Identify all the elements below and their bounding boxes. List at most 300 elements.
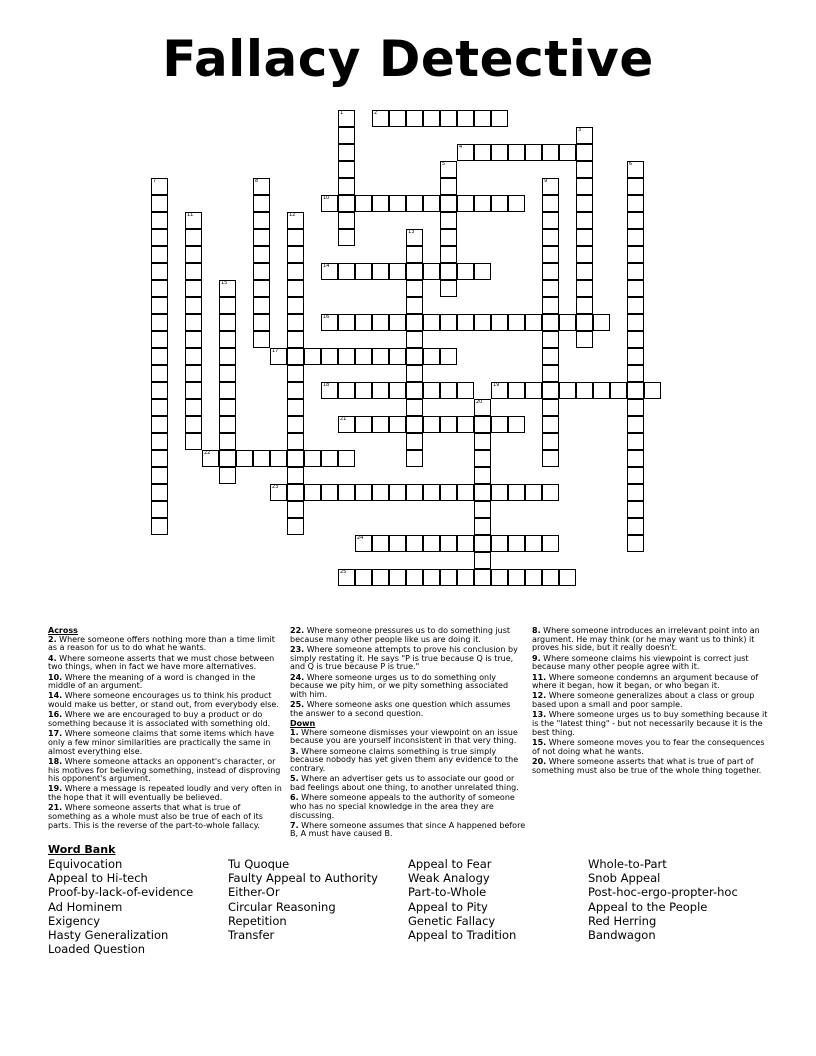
grid-cell[interactable]	[389, 535, 406, 552]
grid-cell[interactable]	[406, 484, 423, 501]
grid-cell[interactable]	[151, 399, 168, 416]
grid-cell[interactable]	[508, 382, 525, 399]
grid-cell[interactable]	[627, 518, 644, 535]
grid-cell[interactable]	[508, 535, 525, 552]
grid-cell[interactable]	[321, 314, 338, 331]
grid-cell[interactable]	[627, 297, 644, 314]
grid-cell[interactable]	[474, 195, 491, 212]
grid-cell[interactable]	[287, 518, 304, 535]
grid-cell[interactable]	[491, 314, 508, 331]
grid-cell[interactable]	[355, 382, 372, 399]
grid-cell[interactable]	[542, 348, 559, 365]
grid-cell[interactable]	[406, 450, 423, 467]
grid-cell[interactable]	[627, 416, 644, 433]
grid-cell[interactable]	[406, 535, 423, 552]
grid-cell[interactable]	[457, 110, 474, 127]
grid-cell[interactable]	[185, 348, 202, 365]
grid-cell[interactable]	[474, 569, 491, 586]
grid-cell[interactable]	[406, 314, 423, 331]
grid-cell[interactable]	[525, 569, 542, 586]
grid-cell[interactable]	[627, 467, 644, 484]
grid-cell[interactable]	[406, 416, 423, 433]
grid-cell[interactable]	[457, 484, 474, 501]
grid-cell[interactable]	[270, 484, 287, 501]
grid-cell[interactable]	[253, 297, 270, 314]
grid-cell[interactable]	[321, 348, 338, 365]
grid-cell[interactable]	[457, 535, 474, 552]
grid-cell[interactable]	[474, 501, 491, 518]
grid-cell[interactable]	[355, 348, 372, 365]
grid-cell[interactable]	[321, 263, 338, 280]
grid-cell[interactable]	[627, 331, 644, 348]
grid-cell[interactable]	[253, 450, 270, 467]
grid-cell[interactable]	[627, 535, 644, 552]
grid-cell[interactable]	[355, 416, 372, 433]
grid-cell[interactable]	[185, 314, 202, 331]
grid-cell[interactable]	[151, 382, 168, 399]
grid-cell[interactable]	[151, 450, 168, 467]
grid-cell[interactable]	[338, 263, 355, 280]
grid-cell[interactable]	[576, 382, 593, 399]
grid-cell[interactable]	[389, 195, 406, 212]
grid-cell[interactable]	[423, 263, 440, 280]
grid-cell[interactable]	[338, 144, 355, 161]
grid-cell[interactable]	[491, 416, 508, 433]
grid-cell[interactable]	[406, 263, 423, 280]
grid-cell[interactable]	[151, 246, 168, 263]
grid-cell[interactable]	[185, 382, 202, 399]
grid-cell[interactable]	[287, 263, 304, 280]
grid-cell[interactable]	[287, 365, 304, 382]
grid-cell[interactable]	[372, 535, 389, 552]
grid-cell[interactable]	[474, 144, 491, 161]
grid-cell[interactable]	[440, 348, 457, 365]
grid-cell[interactable]	[440, 161, 457, 178]
grid-cell[interactable]	[627, 450, 644, 467]
grid-cell[interactable]	[508, 569, 525, 586]
grid-cell[interactable]	[627, 263, 644, 280]
grid-cell[interactable]	[338, 484, 355, 501]
grid-cell[interactable]	[576, 144, 593, 161]
grid-cell[interactable]	[559, 382, 576, 399]
grid-cell[interactable]	[508, 484, 525, 501]
grid-cell[interactable]	[474, 263, 491, 280]
grid-cell[interactable]	[627, 280, 644, 297]
grid-cell[interactable]	[576, 263, 593, 280]
grid-cell[interactable]	[338, 382, 355, 399]
grid-cell[interactable]	[355, 195, 372, 212]
grid-cell[interactable]	[542, 450, 559, 467]
grid-cell[interactable]	[576, 127, 593, 144]
grid-cell[interactable]	[321, 195, 338, 212]
grid-cell[interactable]	[338, 127, 355, 144]
grid-cell[interactable]	[185, 280, 202, 297]
grid-cell[interactable]	[525, 535, 542, 552]
grid-cell[interactable]	[406, 195, 423, 212]
grid-cell[interactable]	[627, 246, 644, 263]
grid-cell[interactable]	[542, 178, 559, 195]
grid-cell[interactable]	[491, 144, 508, 161]
grid-cell[interactable]	[304, 450, 321, 467]
grid-cell[interactable]	[321, 484, 338, 501]
grid-cell[interactable]	[185, 246, 202, 263]
grid-cell[interactable]	[627, 433, 644, 450]
grid-cell[interactable]	[338, 314, 355, 331]
grid-cell[interactable]	[406, 280, 423, 297]
grid-cell[interactable]	[219, 297, 236, 314]
grid-cell[interactable]	[287, 314, 304, 331]
grid-cell[interactable]	[423, 569, 440, 586]
grid-cell[interactable]	[627, 348, 644, 365]
grid-cell[interactable]	[542, 280, 559, 297]
grid-cell[interactable]	[440, 246, 457, 263]
grid-cell[interactable]	[389, 484, 406, 501]
grid-cell[interactable]	[440, 212, 457, 229]
grid-cell[interactable]	[185, 263, 202, 280]
grid-cell[interactable]	[491, 195, 508, 212]
grid-cell[interactable]	[253, 195, 270, 212]
grid-cell[interactable]	[440, 382, 457, 399]
grid-cell[interactable]	[627, 161, 644, 178]
grid-cell[interactable]	[338, 161, 355, 178]
grid-cell[interactable]	[219, 382, 236, 399]
grid-cell[interactable]	[457, 314, 474, 331]
grid-cell[interactable]	[627, 195, 644, 212]
grid-cell[interactable]	[151, 365, 168, 382]
grid-cell[interactable]	[525, 382, 542, 399]
grid-cell[interactable]	[287, 229, 304, 246]
grid-cell[interactable]	[406, 110, 423, 127]
grid-cell[interactable]	[508, 416, 525, 433]
grid-cell[interactable]	[627, 399, 644, 416]
grid-cell[interactable]	[457, 263, 474, 280]
grid-cell[interactable]	[508, 314, 525, 331]
grid-cell[interactable]	[474, 450, 491, 467]
grid-cell[interactable]	[542, 229, 559, 246]
grid-cell[interactable]	[508, 144, 525, 161]
grid-cell[interactable]	[423, 484, 440, 501]
grid-cell[interactable]	[185, 399, 202, 416]
grid-cell[interactable]	[151, 518, 168, 535]
grid-cell[interactable]	[253, 246, 270, 263]
grid-cell[interactable]	[287, 433, 304, 450]
grid-cell[interactable]	[219, 348, 236, 365]
grid-cell[interactable]	[542, 433, 559, 450]
grid-clue-number: 22	[204, 450, 211, 456]
grid-cell[interactable]	[219, 331, 236, 348]
grid-cell[interactable]	[576, 314, 593, 331]
grid-cell[interactable]	[576, 246, 593, 263]
grid-cell[interactable]	[287, 348, 304, 365]
grid-cell[interactable]	[270, 450, 287, 467]
grid-cell[interactable]	[542, 365, 559, 382]
grid-cell[interactable]	[287, 467, 304, 484]
grid-cell[interactable]	[423, 348, 440, 365]
grid-cell[interactable]	[525, 484, 542, 501]
grid-cell[interactable]	[185, 365, 202, 382]
grid-cell[interactable]	[355, 569, 372, 586]
grid-cell[interactable]	[287, 297, 304, 314]
grid-cell[interactable]	[151, 331, 168, 348]
grid-cell[interactable]	[542, 297, 559, 314]
grid-cell[interactable]	[389, 382, 406, 399]
grid-cell[interactable]	[474, 399, 491, 416]
grid-cell[interactable]	[287, 416, 304, 433]
grid-cell[interactable]	[253, 314, 270, 331]
grid-cell[interactable]	[287, 399, 304, 416]
grid-cell[interactable]	[576, 161, 593, 178]
grid-cell[interactable]	[406, 331, 423, 348]
grid-cell[interactable]	[219, 467, 236, 484]
grid-cell[interactable]	[389, 110, 406, 127]
grid-cell[interactable]	[406, 433, 423, 450]
grid-cell[interactable]	[423, 382, 440, 399]
grid-cell[interactable]	[627, 314, 644, 331]
grid-cell[interactable]	[304, 348, 321, 365]
grid-cell[interactable]	[287, 246, 304, 263]
grid-cell[interactable]	[219, 280, 236, 297]
down-clue	[532, 627, 768, 653]
grid-cell[interactable]	[440, 263, 457, 280]
grid-cell[interactable]	[542, 314, 559, 331]
grid-cell[interactable]	[338, 195, 355, 212]
grid-cell[interactable]	[219, 399, 236, 416]
grid-cell[interactable]	[253, 263, 270, 280]
grid-cell[interactable]	[440, 416, 457, 433]
grid-cell[interactable]	[372, 314, 389, 331]
grid-cell[interactable]	[372, 569, 389, 586]
grid-cell[interactable]	[542, 569, 559, 586]
grid-cell[interactable]	[202, 450, 219, 467]
grid-cell[interactable]	[644, 382, 661, 399]
grid-cell[interactable]	[576, 212, 593, 229]
grid-cell[interactable]	[525, 314, 542, 331]
grid-cell[interactable]	[372, 382, 389, 399]
grid-cell[interactable]	[389, 416, 406, 433]
grid-cell[interactable]	[474, 314, 491, 331]
grid-cell[interactable]	[576, 297, 593, 314]
grid-cell[interactable]	[542, 399, 559, 416]
grid-cell[interactable]	[287, 331, 304, 348]
grid-cell[interactable]	[372, 195, 389, 212]
grid-cell[interactable]	[151, 314, 168, 331]
grid-cell[interactable]	[406, 297, 423, 314]
grid-cell[interactable]	[406, 569, 423, 586]
grid-cell[interactable]	[338, 229, 355, 246]
grid-cell[interactable]	[151, 178, 168, 195]
grid-cell[interactable]	[542, 416, 559, 433]
grid-cell[interactable]	[219, 416, 236, 433]
grid-cell[interactable]	[542, 195, 559, 212]
grid-cell[interactable]	[389, 314, 406, 331]
grid-cell[interactable]	[372, 348, 389, 365]
grid-cell[interactable]	[287, 280, 304, 297]
grid-cell[interactable]	[321, 450, 338, 467]
grid-cell[interactable]	[440, 110, 457, 127]
grid-cell[interactable]	[355, 535, 372, 552]
grid-cell[interactable]	[151, 484, 168, 501]
grid-cell[interactable]	[406, 246, 423, 263]
grid-cell[interactable]	[185, 212, 202, 229]
grid-cell[interactable]	[185, 297, 202, 314]
grid-cell[interactable]	[372, 416, 389, 433]
grid-cell[interactable]	[627, 382, 644, 399]
grid-cell[interactable]	[219, 314, 236, 331]
grid-cell[interactable]	[389, 569, 406, 586]
grid-cell[interactable]	[508, 195, 525, 212]
grid-cell[interactable]	[542, 484, 559, 501]
grid-cell[interactable]	[151, 467, 168, 484]
grid-cell[interactable]	[151, 416, 168, 433]
grid-cell[interactable]	[491, 110, 508, 127]
grid-cell[interactable]	[389, 263, 406, 280]
grid-cell[interactable]	[542, 382, 559, 399]
grid-cell[interactable]	[542, 535, 559, 552]
grid-cell[interactable]	[219, 365, 236, 382]
grid-cell[interactable]	[576, 178, 593, 195]
grid-cell[interactable]	[576, 280, 593, 297]
grid-cell[interactable]	[287, 382, 304, 399]
grid-cell[interactable]	[559, 569, 576, 586]
grid-cell[interactable]	[151, 297, 168, 314]
grid-cell[interactable]	[542, 263, 559, 280]
grid-cell[interactable]	[559, 314, 576, 331]
grid-cell[interactable]	[525, 144, 542, 161]
grid-cell[interactable]	[338, 178, 355, 195]
grid-cell[interactable]	[457, 569, 474, 586]
grid-cell[interactable]	[457, 144, 474, 161]
grid-cell[interactable]	[627, 365, 644, 382]
grid-cell[interactable]	[406, 382, 423, 399]
grid-cell[interactable]	[219, 450, 236, 467]
grid-cell[interactable]	[372, 263, 389, 280]
grid-cell[interactable]	[151, 280, 168, 297]
grid-cell[interactable]	[151, 195, 168, 212]
grid-cell[interactable]	[338, 569, 355, 586]
grid-cell[interactable]	[491, 382, 508, 399]
grid-cell[interactable]	[185, 229, 202, 246]
grid-cell[interactable]	[338, 212, 355, 229]
grid-cell[interactable]	[304, 484, 321, 501]
grid-cell[interactable]	[236, 450, 253, 467]
grid-cell[interactable]	[610, 382, 627, 399]
grid-cell[interactable]	[474, 552, 491, 569]
grid-cell[interactable]	[474, 433, 491, 450]
grid-cell[interactable]	[440, 484, 457, 501]
grid-cell[interactable]	[457, 195, 474, 212]
grid-cell[interactable]	[389, 348, 406, 365]
grid-cell[interactable]	[185, 416, 202, 433]
grid-cell[interactable]	[287, 484, 304, 501]
grid-cell[interactable]	[253, 178, 270, 195]
grid-cell[interactable]	[185, 433, 202, 450]
grid-cell[interactable]	[440, 229, 457, 246]
grid-cell[interactable]	[151, 348, 168, 365]
grid-cell[interactable]	[151, 433, 168, 450]
grid-cell[interactable]	[576, 229, 593, 246]
grid-cell[interactable]	[474, 467, 491, 484]
grid-cell[interactable]	[151, 263, 168, 280]
grid-cell[interactable]	[474, 535, 491, 552]
grid-cell[interactable]	[593, 382, 610, 399]
grid-cell[interactable]	[423, 110, 440, 127]
grid-cell[interactable]	[491, 535, 508, 552]
word-bank-item: Appeal to Tradition	[408, 928, 517, 943]
grid-cell[interactable]	[406, 229, 423, 246]
grid-cell[interactable]	[355, 314, 372, 331]
grid-cell[interactable]	[457, 416, 474, 433]
grid-cell[interactable]	[440, 314, 457, 331]
grid-cell[interactable]	[406, 365, 423, 382]
grid-cell[interactable]	[287, 212, 304, 229]
grid-cell[interactable]	[457, 382, 474, 399]
grid-cell[interactable]	[287, 450, 304, 467]
grid-cell[interactable]	[627, 229, 644, 246]
grid-cell[interactable]	[440, 535, 457, 552]
grid-cell[interactable]	[627, 501, 644, 518]
grid-cell[interactable]	[440, 195, 457, 212]
grid-cell[interactable]	[372, 110, 389, 127]
grid-cell[interactable]	[355, 263, 372, 280]
grid-cell[interactable]	[253, 229, 270, 246]
grid-cell[interactable]	[355, 484, 372, 501]
grid-cell[interactable]	[423, 416, 440, 433]
grid-cell[interactable]	[253, 331, 270, 348]
grid-cell[interactable]	[474, 110, 491, 127]
grid-cell[interactable]	[542, 212, 559, 229]
grid-cell[interactable]	[338, 348, 355, 365]
grid-cell[interactable]	[542, 246, 559, 263]
grid-cell[interactable]	[474, 518, 491, 535]
grid-cell[interactable]	[423, 535, 440, 552]
grid-cell[interactable]	[474, 416, 491, 433]
grid-cell[interactable]	[627, 484, 644, 501]
grid-cell[interactable]	[185, 331, 202, 348]
grid-cell[interactable]	[440, 569, 457, 586]
grid-cell[interactable]	[559, 144, 576, 161]
grid-cell[interactable]	[542, 331, 559, 348]
grid-cell[interactable]	[406, 348, 423, 365]
grid-cell[interactable]	[406, 399, 423, 416]
grid-cell[interactable]	[151, 229, 168, 246]
grid-cell[interactable]	[287, 501, 304, 518]
grid-cell[interactable]	[338, 110, 355, 127]
grid-cell[interactable]	[253, 280, 270, 297]
grid-cell[interactable]	[338, 416, 355, 433]
grid-cell[interactable]	[542, 144, 559, 161]
grid-cell[interactable]	[440, 280, 457, 297]
grid-cell[interactable]	[151, 212, 168, 229]
grid-cell[interactable]	[474, 484, 491, 501]
grid-cell[interactable]	[627, 212, 644, 229]
grid-cell[interactable]	[627, 178, 644, 195]
grid-cell[interactable]	[423, 314, 440, 331]
grid-cell[interactable]	[372, 484, 389, 501]
grid-cell[interactable]	[440, 178, 457, 195]
grid-cell[interactable]	[491, 484, 508, 501]
grid-cell[interactable]	[593, 314, 610, 331]
grid-cell[interactable]	[253, 212, 270, 229]
grid-cell[interactable]	[423, 195, 440, 212]
grid-cell[interactable]	[219, 433, 236, 450]
grid-cell[interactable]	[491, 569, 508, 586]
grid-cell[interactable]	[151, 501, 168, 518]
grid-cell[interactable]	[321, 382, 338, 399]
grid-cell[interactable]	[338, 450, 355, 467]
grid-cell[interactable]	[576, 331, 593, 348]
grid-cell[interactable]	[270, 348, 287, 365]
grid-cell[interactable]	[576, 195, 593, 212]
